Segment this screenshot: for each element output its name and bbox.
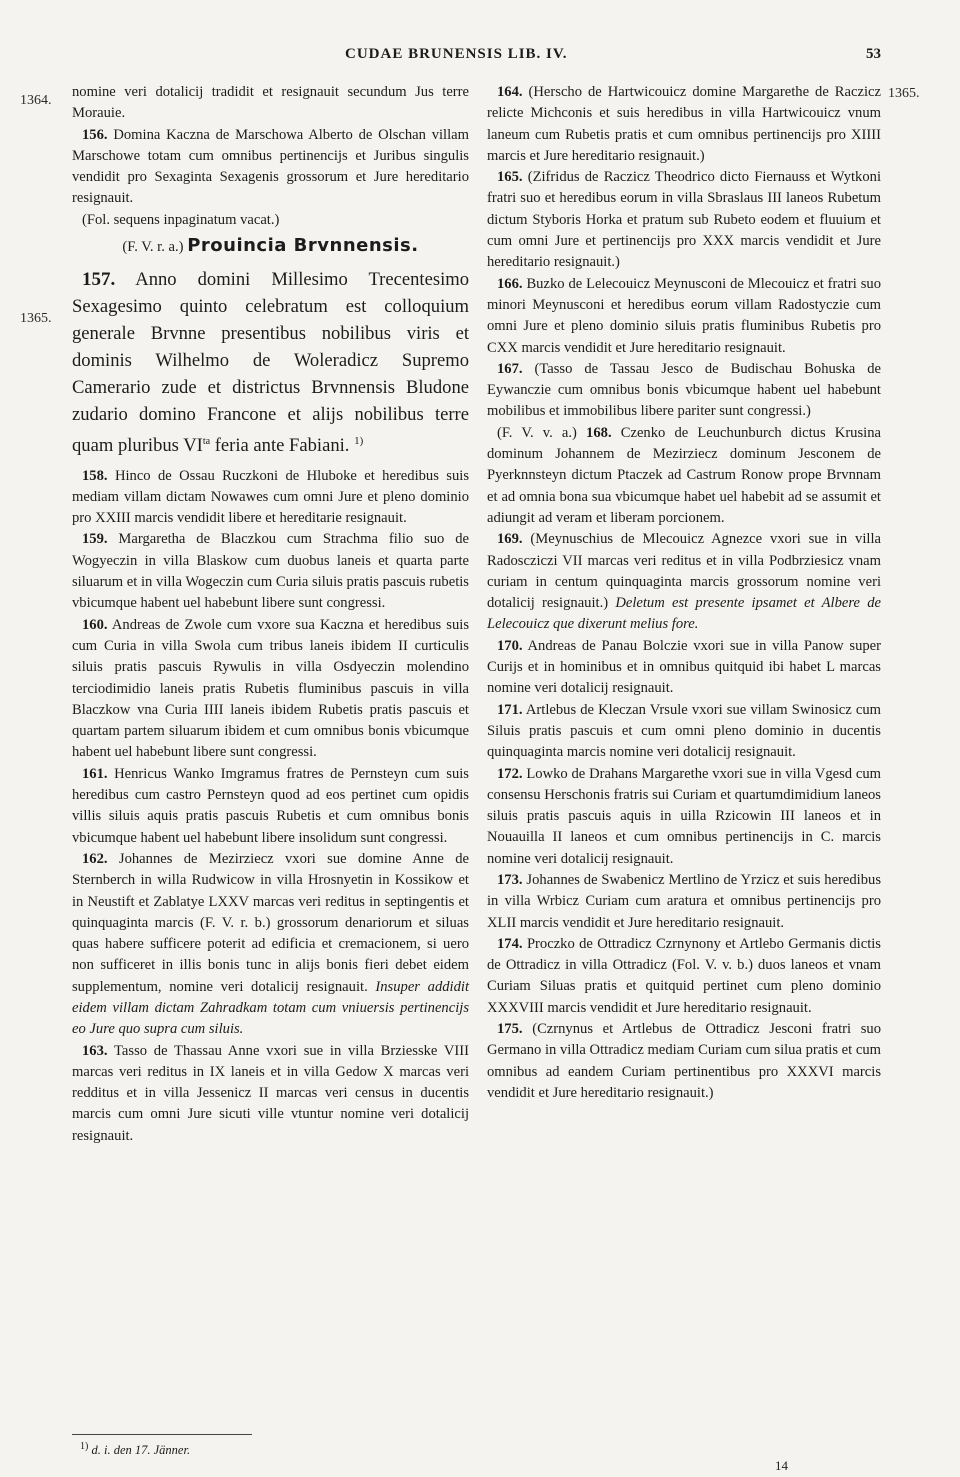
entry-text: Lowko de Drahans Margarethe vxori sue in villa Vgesd cum consensu Herschonis fratris sui Curiam et quartumdimidium laneos siluis pratis pascuis aquis in uilla Rzicowin III laneos et in Nouauilla II laneos et cum omnibus pertinencijs in C. marcis nomine veri dotalicij resignauit.	[487, 765, 881, 867]
entry-173	[487, 870, 881, 934]
entry-number: 160.	[82, 616, 108, 633]
entry-number: 172.	[497, 765, 523, 782]
entry-text: Andreas de Zwole cum vxore sua Kaczna et heredibus suis cum Curia in villa Swola cum tribus laneis ibidem II curticulis siluis pratis pascuis Rywulis in villa Osdyeczin molendino terciodimidio laneis pratis Rubetis fluminibus pascuis in villa Blaczkow vna Curia IIII laneis ibidem Rubetis pratis pascuis et quartam partem siluarum ibidem et cum omnibus bonis vbicumque habent uel habebunt libere sunt congressi.	[72, 616, 470, 761]
entry-text: (Zifridus de Raczicz Theodrico dicto Fiernauss et Wytkoni fratri suo et heredibus eorum in villa Sbraslaus III laneos Rubetum dictum Styboris Horka et pratum sub Rubeto eodem et fluuium et cum omni Jure et pertinencijs pro XXX marcis vendidit et Jure hereditario resignauit.)	[487, 169, 881, 271]
entry-number: 161.	[82, 765, 108, 782]
entry-165	[487, 167, 881, 273]
entry-text: Buzko de Lelecouicz Meynusconi de Mlecouicz et fratri suo minori Meynusconi et heredibus eorum villam Radostyczie cum omni Jure et pleno dominio siluis pratis fluminibus Rubetis pro CXX marcis vendidit et Jure hereditario resignauit.	[487, 275, 881, 356]
entry-text: (Czrnynus et Artlebus de Ottradicz Jesconi fratri suo Germano in villa Ottradicz mediam Curiam cum silua pratis et cum omnibus ad eandem Curiam pertinentibus pro XXXVI marcis vendidit et Jure hereditario resignauit.)	[487, 1021, 881, 1101]
entry-158	[72, 466, 469, 530]
footnote	[80, 1441, 190, 1458]
entry-text: Czenko de Leuchunburch dictus Krusina dominum Johannem de Mezirziecz dominum Jesconem de Pyerknnsteyn dictum Ptaczek ad Castrum Ronow prope Brvnnam et ad omnia bona sua vbicumque habet uel habebit ad se assumit et adiungit ad veram et liberam porcionem.	[487, 424, 881, 526]
entry-text: Margaretha de Blaczkou cum Strachma filio suo de Wogyeczin in villa Blaskow cum duobus laneis et quarta parte siluarum et in villa Wogeczin cum Curia siluis pratis pascuis rubetis vbicumque habent uel habebunt libere sunt congressi.	[72, 531, 469, 612]
entry-168	[487, 423, 881, 529]
entry-174	[487, 934, 881, 1019]
entry-text-tail: feria ante Fabiani.	[210, 435, 350, 457]
entry-text: Artlebus de Kleczan Vrsule vxori sue villam Swinosicz cum Siluis pratis pascuis et cum omni pleno dominio in ducentis quinquaginta marcis nomine veri dotalicij resignauit.	[487, 701, 881, 761]
entry-172	[487, 764, 881, 870]
entry-text: Johannes de Mezirziecz vxori sue domine Anne de Sternberch in willa Rudwicow in villa Hrosnyetin in Kossikow et in Neustift et Zablatye LXXV marcas veri reditus in septingentis et quinquaginta marcis (F. V. r. b.) grossorum denariorum et siluas quas habere sufficere poterit ad edificia et cremacionem, si uero non sufficeret in illis bonis tunc in alijs bonis fieri debet eidem supplementum, nomine veri dotalicij resignauit.	[72, 850, 469, 995]
header-title: CUDAE BRUNENSIS LIB. IV.	[345, 46, 568, 62]
entry-169	[487, 529, 881, 635]
entry-number: 157.	[82, 269, 116, 291]
entry-italic-note: Deletum est presente ipsamet et Albere de Lelecouicz que dixerunt melius fore.	[487, 595, 881, 633]
entry-number: 159.	[82, 531, 108, 548]
entry-162	[72, 849, 469, 1041]
entry-167	[487, 359, 881, 423]
margin-year-1365-right: 1365.	[888, 86, 920, 101]
entry-text: Hinco de Ossau Ruczkoni de Hluboke et heredibus suis mediam villam dictam Nowawes cum omni Jure et pleno dominio pro XXIII marcis vendidit libere et hereditarie resignauit.	[72, 467, 469, 527]
entry-156	[72, 125, 469, 210]
margin-year-1365-left: 1365.	[20, 311, 52, 326]
footnote-divider	[72, 1434, 252, 1435]
entry-number: 165.	[497, 169, 523, 186]
entry-number: 173.	[497, 871, 523, 888]
running-header	[0, 46, 960, 70]
page-number: 53	[866, 46, 881, 62]
entry-164	[487, 82, 881, 167]
entry-number: 167.	[497, 360, 523, 377]
left-column	[72, 82, 469, 1147]
folio-marker: (F. V. v. a.)	[497, 424, 577, 441]
entry-text: Proczko de Ottradicz Czrnynony et Artlebo Germanis dictis de Ottradicz in villa Ottradicz (Fol. V. v. b.) duos laneos et vnam Curiam Siluas pratis et quitquid pertinet cum pleno dominio XXXVIII marcis vendidit et Jure hereditario resignauit.	[487, 935, 881, 1016]
entry-160	[72, 615, 469, 764]
entry-text: Anno domini Millesimo Trecentesimo Sexagesimo quinto celebratum est colloquium generale Brvnne presentibus nobilibus viris et dominis Wilhelmo de Woleradicz Supremo Camerario zude et districtus Brvnnensis Bludone zudario domino Francone et alijs nobilibus terre quam pluribus VI	[72, 269, 470, 457]
entry-163	[72, 1041, 469, 1147]
entry-175	[487, 1019, 881, 1104]
footnote-reference[interactable]: 1)	[354, 435, 364, 448]
entry-text: Johannes de Swabenicz Mertlino de Yrzicz et suis heredibus in villa Wrbicz Curiam cum aratura et omnibus pertinencijs pro XLII marcis vendidit et Jure hereditario resignauit.	[487, 871, 882, 931]
entry-italic-addition: Insuper addidit eidem villam dictam Zahradkam totam cum vniuersis pertinencijs eo Jure quo supra cum siluis.	[72, 978, 469, 1038]
superscript: ta	[202, 436, 211, 448]
entry-text: Andreas de Panau Bolczie vxori sue in villa Panow super Curijs et in hominibus et in omnibus quitquid ibi habet L marcas nomine veri dotalicij resignauit.	[487, 637, 881, 697]
section-caption	[72, 235, 469, 258]
entry-159	[72, 529, 469, 614]
entry-170	[487, 636, 881, 700]
entry-number: 170.	[497, 637, 523, 654]
entry-number: 162.	[82, 850, 108, 867]
right-column	[487, 82, 881, 1104]
footnote-text: d. i. den 17. Jänner.	[91, 1443, 191, 1458]
entry-text: (Meynuschius de Mlecouicz Agnezce vxori sue in villa Radosczіczi VII marcas veri reditus et in villa Podbrziesicz vnam curiam in centum quinquaginta marcis grossorum nomine veri dotalicij resignauit.)	[487, 531, 881, 612]
folio-note: (Fol. sequens inpaginatum vacat.)	[82, 211, 280, 228]
entry-text: Domina Kaczna de Marschowa Alberto de Olschan villam Marschowe totam cum omnibus pertinencijs et Juribus singulis vendidit pro Sexaginta Sexagenis grossorum et Jure hereditario resignauit.	[72, 126, 469, 207]
folio-marker: (F. V. r. a.)	[122, 239, 184, 256]
entry-number: 171.	[497, 701, 523, 718]
footnote-marker: 1)	[80, 1441, 89, 1452]
entry-number: 164.	[497, 84, 523, 100]
entry-number: 166.	[497, 275, 523, 292]
entry-166	[487, 274, 881, 359]
margin-year-1364: 1364.	[20, 93, 52, 108]
continuation-paragraph: nomine veri dotalicij tradidit et resignauit secundum Jus terre Morauie.	[72, 84, 469, 122]
entry-text: Tasso de Thassau Anne vxori sue in villa Brziesske VIII marcas veri reditus in IX laneis et in villa Gedow X marcas veri redditus et in villa Jessenicz II marcas veri census in ducentis marcis cum omni Jure sicuti ville vtuntur nomine veri dotalicij resignauit.	[72, 1042, 470, 1144]
entry-157	[72, 266, 469, 459]
entry-171	[487, 700, 881, 764]
entry-number: 156.	[82, 126, 108, 143]
signature-mark: 14	[775, 1458, 788, 1473]
entry-text: Henricus Wanko Imgramus fratres de Pernsteyn cum suis heredibus cum castro Pernsteyn quod ad eos pertinet cum opidis villis siluis aquis pratis pascuis Rubetis et cum omnibus bonis vbicumque habent uel habebunt libere insolidum sunt congressi.	[72, 765, 469, 846]
province-heading: Prouincia Brvnnensis.	[187, 235, 419, 257]
entry-text: (Herscho de Hartwicouicz domine Margarethe de Raczicz relicte Michconis et suis heredibus in villa Hartwicouicz vnum laneum cum Rubetis pratis et cum omnibus pertinencijs pro XIIII marcis et Jure hereditario resignauit.)	[487, 84, 881, 164]
entry-number: 169.	[497, 531, 523, 548]
entry-161	[72, 764, 469, 849]
entry-number: 175.	[497, 1021, 523, 1038]
entry-number: 174.	[497, 935, 523, 952]
entry-number: 163.	[82, 1042, 108, 1059]
entry-number: 158.	[82, 467, 108, 484]
entry-text: (Tasso de Tassau Jesco de Budischau Bohuska de Eywanczie cum omnibus bonis vbicumque habent uel habebunt mobilibus et immobilibus libere pariter sunt congressi.)	[487, 360, 881, 420]
entry-number: 168.	[586, 424, 612, 441]
